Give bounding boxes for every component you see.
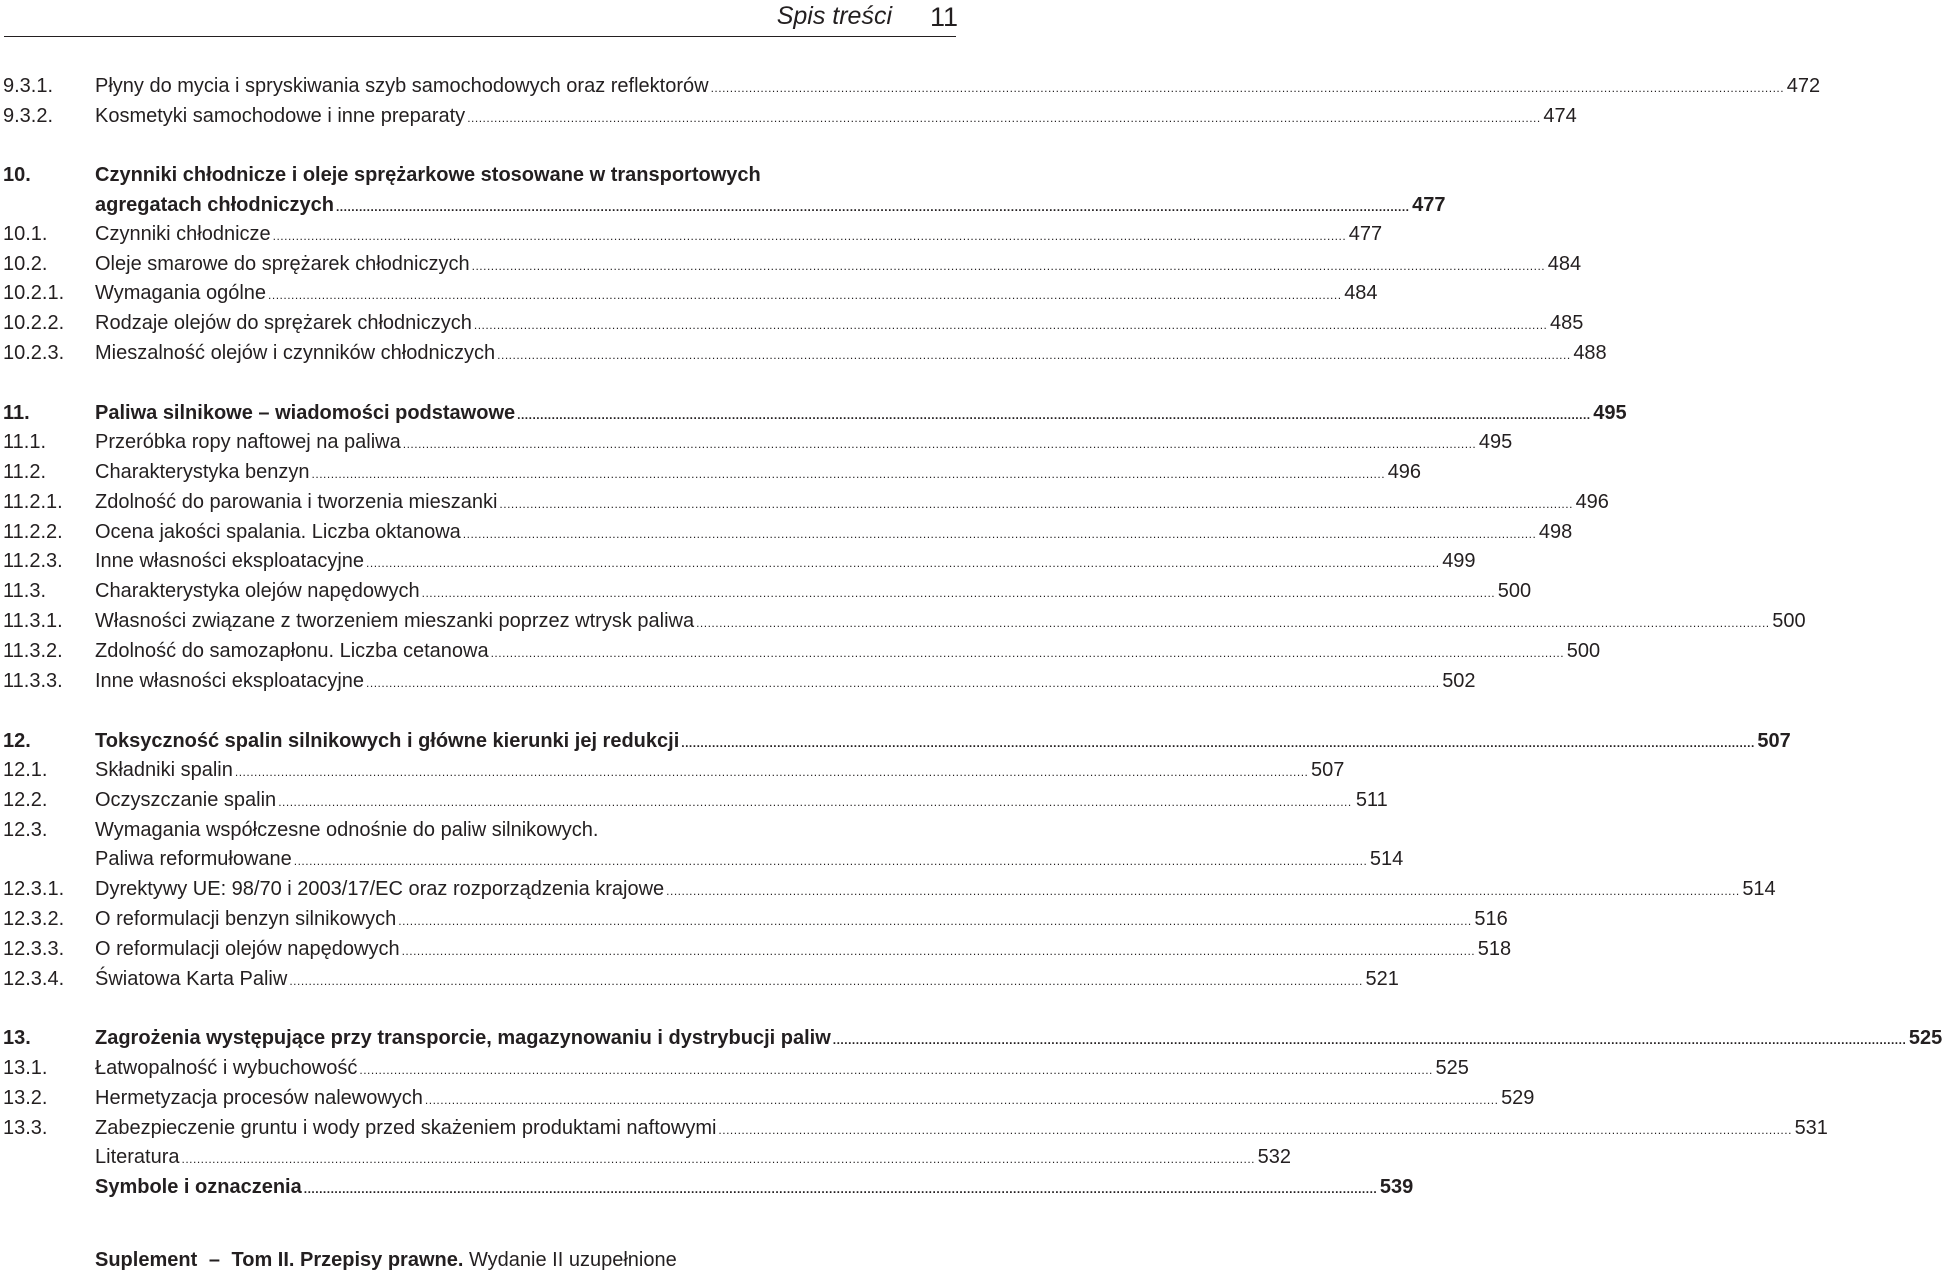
toc-entry-page: 516	[1474, 908, 1508, 930]
dot-leader	[497, 341, 1571, 369]
dot-leader	[366, 549, 1440, 577]
dot-leader	[666, 877, 1740, 905]
toc-entry-body	[95, 845, 1404, 875]
toc-entry-page: 514	[1742, 878, 1776, 900]
toc-entry-page: 502	[1442, 670, 1476, 692]
toc-entry-title: Światowa Karta Paliw	[95, 968, 288, 990]
dot-leader	[312, 460, 1386, 488]
toc-entry	[0, 577, 1532, 605]
dot-leader	[696, 609, 1770, 637]
toc-entry-number: 10.1.	[3, 223, 48, 245]
toc-entry-title: Charakterystyka benzyn	[95, 461, 310, 483]
toc-entry-page: 521	[1365, 968, 1399, 990]
toc-entry-page: 529	[1501, 1087, 1535, 1109]
toc-entry-title: Toksyczność spalin silnikowych i główne kierunki jej redukcji	[95, 730, 680, 752]
toc-entry	[0, 102, 1577, 130]
toc-entry-page: 525	[1435, 1057, 1469, 1079]
toc-entry-page: 477	[1412, 194, 1446, 216]
toc-entry-number: 12.3.1.	[3, 878, 65, 900]
toc-entry-body	[95, 279, 1378, 309]
toc-entry-number: 11.2.3.	[3, 550, 63, 572]
toc-entry	[0, 1143, 1292, 1171]
toc-entry-number: 12.3.3.	[3, 938, 65, 960]
toc-entry-title: Paliwa reformułowane	[95, 848, 292, 870]
toc-entry-number: 10.2.	[3, 253, 48, 275]
dot-leader	[517, 401, 1591, 429]
toc-entry-body	[95, 786, 1388, 816]
toc-entry-page: 500	[1772, 610, 1806, 632]
toc-entry-number: 12.2.	[3, 789, 48, 811]
toc-entry-page: 495	[1593, 402, 1627, 424]
toc-entry-title: Zabezpieczenie gruntu i wody przed skażeniem produktami naftowymi	[95, 1117, 717, 1139]
toc-entry-number: 10.2.1.	[3, 282, 65, 304]
toc-entry	[0, 1114, 1828, 1142]
toc-entry	[0, 518, 1573, 546]
toc-entry-page: 498	[1538, 521, 1573, 543]
toc-entry-page: 507	[1757, 730, 1791, 752]
toc-entry-title: Zdolność do parowania i tworzenia mieszanki	[95, 491, 498, 513]
dot-leader	[681, 729, 1755, 757]
toc-entry	[0, 905, 1508, 933]
toc-entry-page: 477	[1348, 223, 1383, 245]
toc-entry-body	[95, 637, 1601, 667]
toc-entry	[0, 220, 1383, 248]
dot-leader	[336, 193, 1410, 221]
dot-leader	[273, 222, 1347, 250]
toc-entry-title: Paliwa silnikowe – wiadomości podstawowe	[95, 402, 516, 424]
toc-entry	[0, 488, 1609, 516]
toc-entry-page: 484	[1547, 253, 1582, 275]
supplement-volume: Tom II. Przepisy prawne.	[231, 1249, 464, 1271]
toc-entry-page: 511	[1355, 789, 1388, 811]
toc-entry-title: O reformulacji benzyn silnikowych	[95, 908, 397, 930]
toc-entry-body	[95, 220, 1383, 250]
toc-entry	[0, 428, 1513, 456]
toc-entry-number: 10.2.2.	[3, 312, 65, 334]
toc-entry-body	[95, 428, 1513, 458]
toc-entry-number: 12.3.2.	[3, 908, 65, 930]
toc-entry-page: 488	[1573, 342, 1607, 364]
toc-entry-body	[95, 1024, 1942, 1054]
toc-entry-title: Rodzaje olejów do sprężarek chłodniczych	[95, 312, 472, 334]
toc-entry-number: 11.3.1.	[3, 610, 63, 632]
dot-leader	[182, 1145, 1256, 1173]
dot-leader	[718, 1116, 1792, 1144]
toc-entry	[0, 1173, 1414, 1201]
toc-entry-body	[95, 607, 1806, 637]
toc-entry	[0, 756, 1345, 784]
toc-entry-page: 474	[1543, 105, 1577, 127]
toc-entry-body	[95, 1173, 1414, 1203]
toc-entry	[0, 875, 1776, 903]
dot-leader	[467, 104, 1541, 132]
dot-leader	[403, 430, 1477, 458]
toc-entry-body	[95, 339, 1607, 369]
toc-entry-body	[95, 816, 958, 844]
toc-entry-number: 11.3.	[3, 580, 46, 602]
toc-entry-body	[95, 72, 1821, 102]
toc-entry-title: Hermetyzacja procesów nalewowych	[95, 1087, 423, 1109]
toc-entry-body	[95, 458, 1422, 488]
toc-entry-number: 11.2.	[3, 461, 46, 483]
toc-entry-title: Zagrożenia występujące przy transporcie, magazynowaniu i dystrybucji paliw	[95, 1027, 831, 1049]
toc-entry-page: 507	[1311, 759, 1345, 781]
toc-entry-page: 514	[1369, 848, 1404, 870]
toc-entry-title: Przeróbka ropy naftowej na paliwa	[95, 431, 401, 453]
toc-entry-number: 11.2.2.	[3, 521, 63, 543]
toc-entry	[0, 816, 960, 844]
toc-entry-number: 12.3.	[3, 819, 48, 841]
toc-entry-title: Czynniki chłodnicze	[95, 223, 271, 245]
toc-entry-page: 496	[1387, 461, 1422, 483]
toc-entry	[0, 161, 960, 189]
toc-entry-title: agregatach chłodniczych	[95, 194, 334, 216]
running-header	[0, 0, 960, 36]
toc-entry-number: 10.2.3.	[3, 342, 65, 364]
toc-entry	[0, 458, 1422, 486]
toc-entry-body	[95, 756, 1345, 786]
dot-leader	[289, 967, 1363, 995]
toc-entry-body	[95, 1114, 1828, 1144]
toc-entry-body	[95, 875, 1776, 905]
toc-entry-title: Kosmetyki samochodowe i inne preparaty	[95, 105, 466, 127]
toc-entry	[0, 547, 1476, 575]
dot-leader	[278, 788, 1352, 816]
dot-leader	[366, 669, 1440, 697]
toc-entry-body	[95, 399, 1627, 429]
toc-entry-title: Czynniki chłodnicze i oleje sprężarkowe stosowane w transportowych	[95, 164, 761, 186]
toc-entry-title: Własności związane z tworzeniem mieszanki poprzez wtrysk paliwa	[95, 610, 695, 632]
dot-leader	[294, 847, 1368, 875]
toc-entry-title: Zdolność do samozapłonu. Liczba cetanowa	[95, 640, 489, 662]
toc-entry-number: 12.1.	[3, 759, 48, 781]
supplement-label: Suplement	[95, 1249, 198, 1271]
toc-entry-title: Oczyszczanie spalin	[95, 789, 277, 811]
toc-entry-number: 13.1.	[3, 1057, 48, 1079]
toc-entry	[0, 727, 1791, 755]
toc-entry-body	[95, 161, 958, 189]
toc-entry-number: 10.	[3, 164, 31, 186]
toc-entry-page: 532	[1257, 1146, 1292, 1168]
toc-entry-number: 13.3.	[3, 1117, 48, 1139]
toc-entry-page: 484	[1344, 282, 1378, 304]
toc-entry-body	[95, 102, 1577, 132]
toc-entry	[0, 191, 1446, 219]
toc-entry-body	[95, 547, 1476, 577]
toc-entry-number: 12.	[3, 730, 31, 752]
dot-leader	[833, 1026, 1907, 1054]
toc-entry	[0, 1054, 1469, 1082]
toc-entry	[0, 786, 1388, 814]
dot-leader	[711, 74, 1785, 102]
toc-entry	[0, 1024, 1942, 1052]
dot-leader	[474, 311, 1548, 339]
page-number: 11	[929, 2, 958, 32]
toc-entry-page: 496	[1575, 491, 1609, 513]
toc-entry-number: 11.	[3, 402, 30, 424]
toc-entry-number: 13.	[3, 1027, 31, 1049]
toc-entry-body	[95, 1143, 1292, 1173]
toc-entry-number: 11.2.1.	[3, 491, 63, 513]
toc-entry-body	[95, 309, 1584, 339]
toc-entry-body	[95, 518, 1573, 548]
toc-entry-body	[95, 1084, 1535, 1114]
toc-entry	[0, 965, 1399, 993]
toc-entry-page: 525	[1908, 1027, 1942, 1049]
toc-entry-body	[95, 488, 1609, 518]
toc-entry-body	[95, 935, 1512, 965]
toc-entry-page: 518	[1477, 938, 1512, 960]
toc-entry-page: 500	[1497, 580, 1532, 602]
toc-entry-page: 472	[1786, 75, 1821, 97]
toc-entry-body	[95, 191, 1446, 221]
toc-entry-body	[95, 905, 1508, 935]
toc-entry-title: Mieszalność olejów i czynników chłodniczych	[95, 342, 496, 364]
header-title: Spis treści	[776, 2, 892, 30]
toc-entry-title: Ocena jakości spalania. Liczba oktanowa	[95, 521, 461, 543]
toc-entry-title: Łatwopalność i wybuchowość	[95, 1057, 358, 1079]
toc-entry-number: 9.3.2.	[3, 105, 54, 127]
dot-leader	[235, 758, 1309, 786]
dot-leader	[304, 1175, 1378, 1203]
toc-entry-title: O reformulacji olejów napędowych	[95, 938, 400, 960]
toc-entry-number: 13.2.	[3, 1087, 48, 1109]
toc-entry-page: 485	[1550, 312, 1584, 334]
toc-entry-title: Oleje smarowe do sprężarek chłodniczych	[95, 253, 470, 275]
toc-entry-title: Inne własności eksploatacyjne	[95, 550, 365, 572]
toc-entry-title: Płyny do mycia i spryskiwania szyb samochodowych oraz reflektorów	[95, 75, 709, 97]
toc-entry-title: Wymagania współczesne odnośnie do paliw silnikowych.	[95, 819, 599, 841]
toc-entry	[0, 845, 1404, 873]
dot-leader	[425, 1086, 1499, 1114]
toc-entry	[0, 399, 1627, 427]
toc-entry	[0, 250, 1582, 278]
toc-entry-number: 11.3.2.	[3, 640, 63, 662]
toc-entry-title: Składniki spalin	[95, 759, 233, 781]
toc-entry-number: 12.3.4.	[3, 968, 65, 990]
dot-leader	[491, 639, 1565, 667]
dot-leader	[398, 907, 1472, 935]
dot-leader	[499, 490, 1573, 518]
toc-entry-title: Symbole i oznaczenia	[95, 1176, 302, 1198]
dot-leader	[359, 1056, 1433, 1084]
toc-entry-body	[95, 1054, 1469, 1084]
toc-entry-title: Wymagania ogólne	[95, 282, 267, 304]
supplement-line	[95, 1246, 677, 1274]
toc-entry-body	[95, 250, 1582, 280]
toc-entry	[0, 72, 1821, 100]
supplement-dash: –	[208, 1249, 220, 1271]
toc-entry-body	[95, 965, 1399, 995]
dot-leader	[422, 579, 1496, 607]
toc-entry	[0, 667, 1476, 695]
toc-entry-title: Dyrektywy UE: 98/70 i 2003/17/EC oraz rozporządzenia krajowe	[95, 878, 665, 900]
toc-entry-number: 11.3.3.	[3, 670, 63, 692]
toc-entry-body	[95, 667, 1476, 697]
toc-entry-number: 11.1.	[3, 431, 46, 453]
dot-leader	[463, 520, 1537, 548]
toc-entry	[0, 279, 1378, 307]
toc-entry	[0, 309, 1584, 337]
toc-entry	[0, 637, 1601, 665]
toc-entry-body	[95, 727, 1791, 757]
supplement-edition: Wydanie II uzupełnione	[468, 1249, 677, 1271]
dot-leader	[268, 281, 1342, 309]
toc-entry	[0, 1084, 1535, 1112]
header-rule	[4, 36, 956, 37]
toc-entry	[0, 339, 1607, 367]
toc-entry	[0, 607, 1806, 635]
dot-leader	[472, 252, 1546, 280]
toc-entry-body	[95, 577, 1532, 607]
toc-entry-page: 539	[1379, 1176, 1414, 1198]
toc-entry-page: 500	[1566, 640, 1601, 662]
toc-entry-title: Inne własności eksploatacyjne	[95, 670, 365, 692]
toc-entry-page: 495	[1478, 431, 1513, 453]
dot-leader	[402, 937, 1476, 965]
toc-entry-title: Literatura	[95, 1146, 180, 1168]
toc-entry-page: 499	[1442, 550, 1476, 572]
toc-entry-title: Charakterystyka olejów napędowych	[95, 580, 420, 602]
toc-entry-page: 531	[1794, 1117, 1828, 1139]
toc-entry	[0, 935, 1512, 963]
toc-entry-number: 9.3.1.	[3, 75, 54, 97]
